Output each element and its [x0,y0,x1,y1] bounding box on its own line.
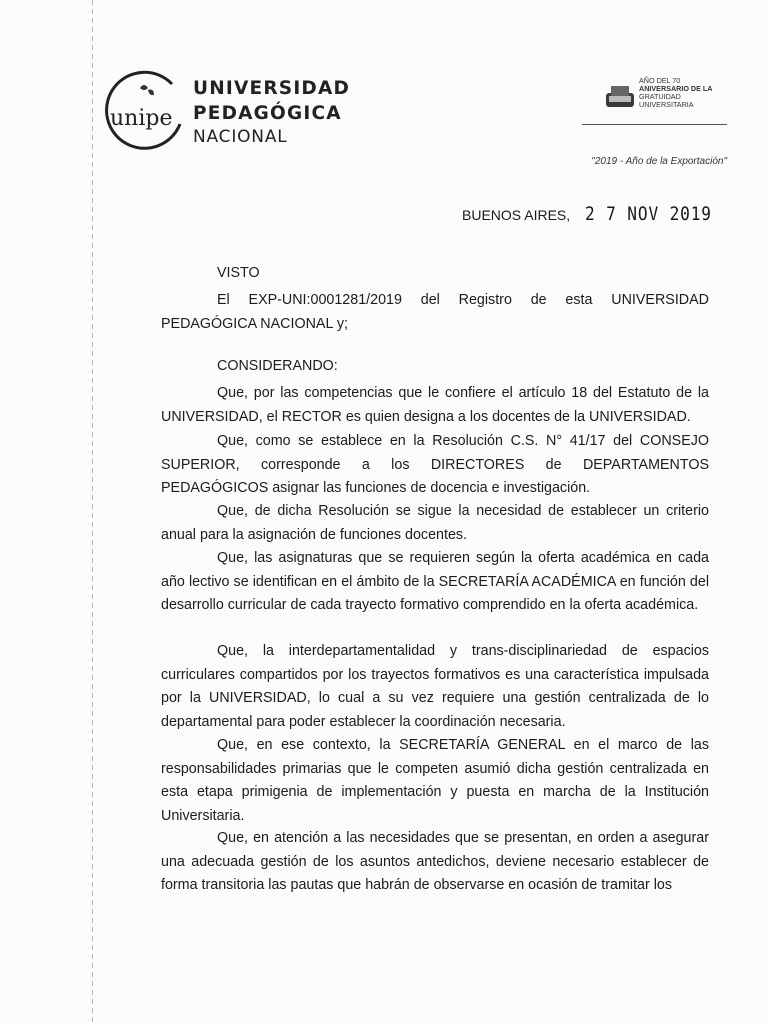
considerando-paragraph-6: Que, en ese contexto, la SECRETARÍA GENERAL en el marco de las responsabilidades primarias que le competen asumió dicha gestión centralizada en esta etapa primigenia de implementación y puesta en marcha de la Institución Universitaria. [161,737,709,824]
year-motto: "2019 - Año de la Exportación" [591,156,727,167]
considerando-heading: CONSIDERANDO: [217,358,338,374]
date-stamp: 2 7 NOV 2019 [584,203,712,225]
unipe-logo [100,68,190,158]
anniversary-line-1: AÑO DEL 70 [639,76,681,85]
considerando-paragraph-5: Que, la interdepartamentalidad y trans-disciplinariedad de espacios curriculares compartidos por los trayectos formativos es una característica impulsada por la UNIVERSIDAD, lo cual a su vez requiere una gestión centralizada de lo departamental para poder establecer la coordinación necesaria. [161,643,709,730]
visto-heading: VISTO [217,265,260,281]
anniversary-seal-icon [603,83,637,111]
considerando-paragraph-7: Que, en atención a las necesidades que se presentan, en orden a asegurar una adecuada gestión de los asuntos antedichos, deviene necesario establecer de forma transitoria las pautas que habrán de observarse en ocasión de tramitar los [161,830,709,894]
considerando-paragraph-2: Que, como se establece en la Resolución C.S. N° 41/17 del CONSEJO SUPERIOR, corresponde a los DIRECTORES de DEPARTAMENTOS PEDAGÓGICOS asignar las funciones de docencia e investigación. [161,433,709,497]
institution-line-3: NACIONAL [193,127,288,147]
institution-line-1: UNIVERSIDAD [193,78,351,99]
binding-margin-line [92,0,93,1024]
header-rule [582,124,727,125]
considerando-paragraph-1: Que, por las competencias que le confiere el artículo 18 del Estatuto de la UNIVERSIDAD, el RECTOR es quien designa a los docentes de la UNIVERSIDAD. [161,385,709,425]
anniversary-line-4: UNIVERSITARIA [639,100,694,109]
dateline-place: BUENOS AIRES, [462,207,571,223]
anniversary-text [639,77,712,109]
dateline [462,203,734,225]
considerando-paragraph-3: Que, de dicha Resolución se sigue la necesidad de establecer un criterio anual para la asignación de funciones docentes. [161,503,709,543]
anniversary-line-2: ANIVERSARIO DE LA [639,84,713,93]
institution-name [193,80,350,146]
anniversary-line-3: GRATUIDAD [639,92,681,101]
visto-paragraph: El EXP-UNI:0001281/2019 del Registro de esta UNIVERSIDAD PEDAGÓGICA NACIONAL y; [161,292,709,332]
logo-mark-text: unipe [110,106,173,131]
institution-line-2: PEDAGÓGICA [193,102,342,124]
considerando-paragraph-4: Que, las asignaturas que se requieren según la oferta académica en cada año lectivo se identifican en el ámbito de la SECRETARÍA ACADÉMICA en función del desarrollo curricular de cada trayecto formativo comprendido en la oferta académica. [161,550,709,614]
